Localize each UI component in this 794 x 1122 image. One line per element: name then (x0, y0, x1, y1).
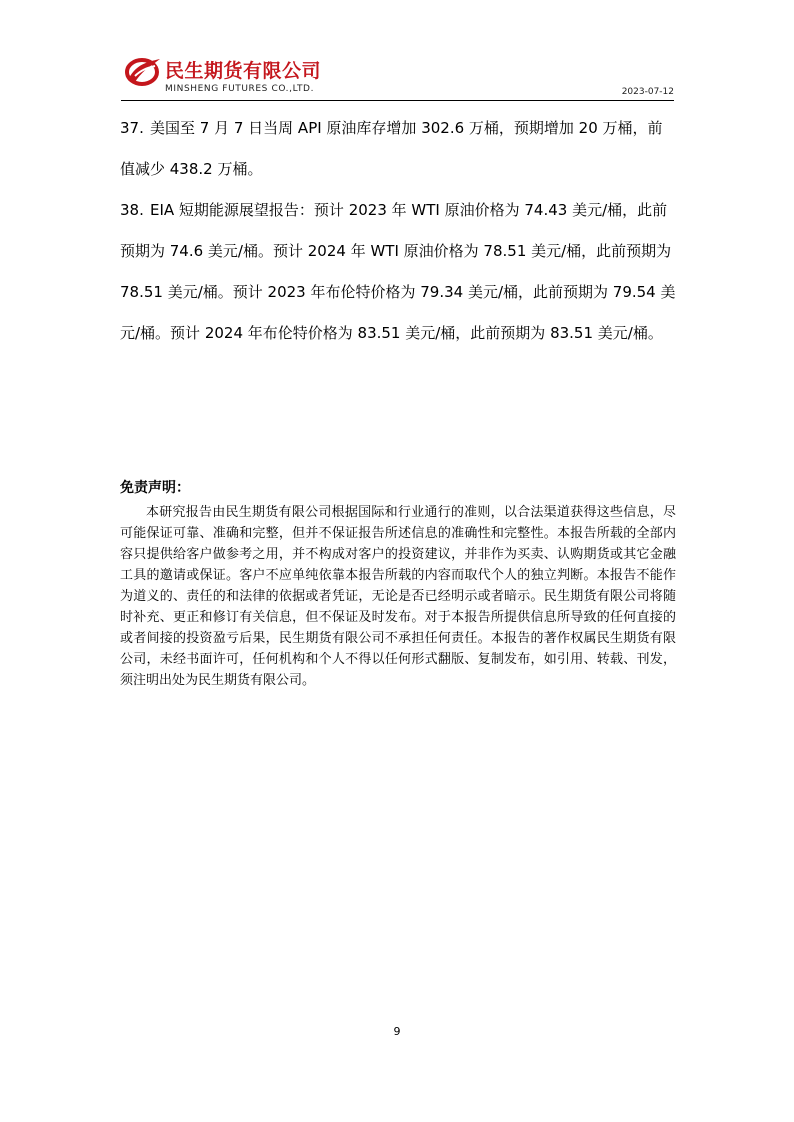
item-number: 37. (120, 119, 144, 137)
news-item (120, 108, 676, 190)
item-text: EIA 短期能源展望报告：预计 2023 年 WTI 原油价格为 74.43 美元/桶，此前预期为 74.6 美元/桶。预计 2024 年 WTI 原油价格为 78.51 美元/桶，此前预期为 78.51 美元/桶。预计 2023 年布伦特价格为 79.34 美元/桶，此前预期为 79.54 美元/桶。预计 2024 年布伦特价格为 83.51 美元/桶，此前预期为 83.51 美元/桶。 (120, 201, 676, 342)
item-text: 美国至 7 月 7 日当周 API 原油库存增加 302.6 万桶，预期增加 20 万桶，前值减少 438.2 万桶。 (120, 119, 663, 178)
item-number: 38. (120, 201, 144, 219)
company-name-cn: 民生期货有限公司 (165, 60, 322, 82)
page-number: 9 (393, 1025, 401, 1038)
news-list (120, 108, 676, 354)
disclaimer-title: 免责声明： (120, 480, 190, 496)
disclaimer-section (120, 478, 676, 691)
disclaimer-text: 本研究报告由民生期货有限公司根据国际和行业通行的准则，以合法渠道获得这些信息，尽可能保证可靠、准确和完整，但并不保证报告所述信息的准确性和完整性。本报告所载的全部内容只提供给客户做参考之用，并不构成对客户的投资建议，并非作为买卖、认购期货或其它金融工具的邀请或保证。客户不应单纯依靠本报告所载的内容而取代个人的独立判断。本报告不能作为道义的、责任的和法律的依据或者凭证，无论是否已经明示或者暗示。民生期货有限公司将随时补充、更正和修订有关信息，但不保证及时发布。对于本报告所提供信息所导致的任何直接的或者间接的投资盈亏后果，民生期货有限公司不承担任何责任。本报告的著作权属民生期货有限公司，未经书面许可，任何机构和个人不得以任何形式翻版、复制发布，如引用、转载、刊发，须注明出处为民生期货有限公司。 (120, 505, 676, 688)
page-header (121, 52, 674, 102)
header-divider (121, 100, 674, 101)
report-date: 2023-07-12 (621, 87, 674, 97)
news-item (120, 190, 676, 354)
minsheng-logo-icon (125, 56, 161, 86)
company-name-en: MINSHENG FUTURES CO.,LTD. (165, 84, 315, 94)
